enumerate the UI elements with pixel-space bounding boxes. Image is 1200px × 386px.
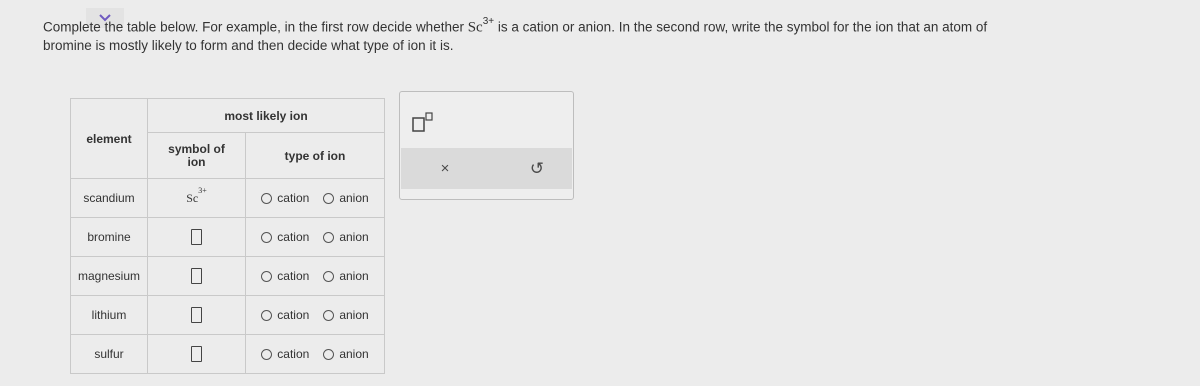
ion-symbol-input[interactable] <box>148 296 246 335</box>
anion-radio[interactable]: anion <box>323 308 368 322</box>
prompt-example-symbol: Sc <box>467 19 483 36</box>
ion-symbol-example: $Sc^{3+}$ <box>148 179 246 218</box>
radio-circle-icon <box>261 310 272 321</box>
header-most-likely-ion: most likely ion <box>148 99 385 133</box>
header-element: element <box>71 99 148 179</box>
anion-radio[interactable]: anion <box>323 347 368 361</box>
radio-circle-icon <box>323 232 334 243</box>
close-icon: × <box>440 160 450 177</box>
radio-circle-icon <box>261 193 272 204</box>
cation-radio[interactable]: cation <box>261 269 309 283</box>
element-name: bromine <box>71 218 148 257</box>
cation-radio[interactable]: cation <box>261 347 309 361</box>
anion-radio[interactable]: anion <box>323 191 368 205</box>
radio-circle-icon <box>261 232 272 243</box>
prompt-text-after: is a cation or anion. In the second row, write the symbol for the ion that an atom of <box>494 19 988 35</box>
table-row <box>71 218 385 257</box>
table-row <box>71 257 385 296</box>
prompt-text-line2: bromine is mostly likely to form and then decide what type of ion it is. <box>43 37 454 53</box>
prompt-example-charge: 3+ <box>482 16 495 27</box>
ion-symbol-input[interactable] <box>148 335 246 374</box>
undo-button[interactable] <box>521 148 553 189</box>
undo-icon: ↺ <box>529 158 545 178</box>
prompt-text-before: Complete the table below. For example, in the first row decide whether <box>43 19 468 35</box>
element-name: scandium <box>71 179 148 218</box>
cation-radio[interactable]: cation <box>261 230 309 244</box>
table-row <box>71 179 385 218</box>
ion-table <box>70 98 385 374</box>
clear-button[interactable] <box>429 148 461 189</box>
header-type-of-ion: type of ion <box>246 133 385 179</box>
element-name: lithium <box>71 296 148 335</box>
radio-circle-icon <box>323 193 334 204</box>
element-name: magnesium <box>71 257 148 296</box>
radio-circle-icon <box>323 349 334 360</box>
anion-radio[interactable]: anion <box>323 230 368 244</box>
header-symbol-of-ion: symbol of ion <box>148 133 246 179</box>
table-row <box>71 296 385 335</box>
radio-circle-icon <box>261 271 272 282</box>
element-name: sulfur <box>71 335 148 374</box>
anion-radio[interactable]: anion <box>323 269 368 283</box>
cation-radio[interactable]: cation <box>261 191 309 205</box>
radio-circle-icon <box>261 349 272 360</box>
radio-circle-icon <box>323 310 334 321</box>
cation-radio[interactable]: cation <box>261 308 309 322</box>
ion-symbol-input[interactable] <box>148 218 246 257</box>
tools-action-bar <box>401 148 572 189</box>
answer-box-icon[interactable] <box>191 268 202 284</box>
answer-box-icon[interactable] <box>191 307 202 323</box>
radio-circle-icon <box>323 271 334 282</box>
answer-box-icon[interactable] <box>191 346 202 362</box>
answer-tools-panel <box>399 91 574 200</box>
question-prompt <box>43 15 1193 55</box>
superscript-icon[interactable] <box>412 112 434 132</box>
answer-box-icon[interactable] <box>191 229 202 245</box>
table-row <box>71 335 385 374</box>
ion-symbol-input[interactable] <box>148 257 246 296</box>
